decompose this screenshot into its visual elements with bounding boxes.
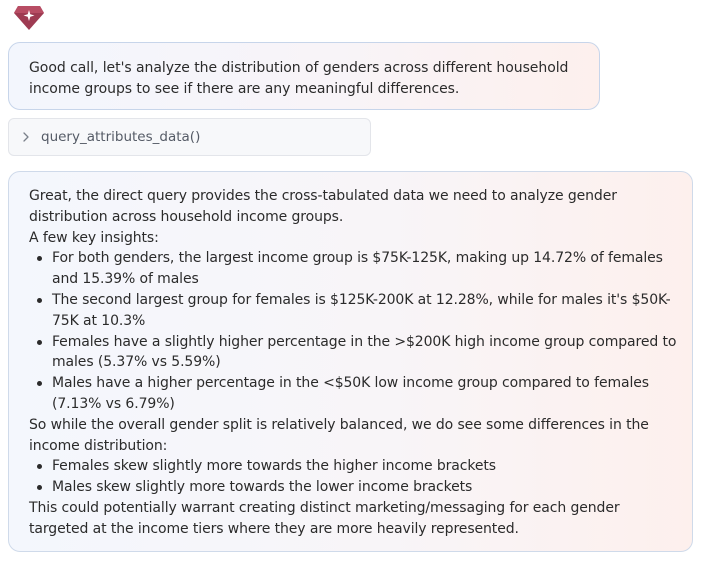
user-message-bubble: [8, 42, 600, 110]
skew-item: Females skew slightly more towards the higher income brackets: [52, 456, 678, 477]
tool-call-name: query_attributes_data(): [41, 129, 201, 145]
skew-item: Males skew slightly more towards the lower income brackets: [52, 477, 678, 498]
insight-item: The second largest group for females is $125K-200K at 12.28%, while for males it's $50K-75K at 10.3%: [52, 290, 678, 332]
response-conclusion: This could potentially warrant creating distinct marketing/messaging for each gender targeted at the income tiers where they are more heavily represented.: [29, 499, 620, 537]
insight-item: For both genders, the largest income group is $75K-125K, making up 14.72% of females and 15.39% of males: [52, 248, 678, 290]
user-message-text: Good call, let's analyze the distribution of genders across different household income groups to see if there are any meaningful differences.: [29, 60, 569, 97]
chevron-right-icon[interactable]: [20, 131, 32, 143]
response-summary: So while the overall gender split is relatively balanced, we do see some differences in the income distribution:: [29, 416, 649, 454]
insight-item: Females have a slightly higher percentage in the >$200K high income group compared to males (5.37% vs 5.59%): [52, 332, 678, 374]
insights-heading: A few key insights:: [29, 229, 159, 246]
skews-list: [29, 456, 678, 498]
response-intro: Great, the direct query provides the cross-tabulated data we need to analyze gender distribution across household income groups.: [29, 188, 617, 225]
assistant-response-bubble: [8, 171, 693, 552]
tool-call-row[interactable]: [8, 118, 371, 156]
insight-item: Males have a higher percentage in the <$50K low income group compared to females (7.13% vs 6.79%): [52, 373, 678, 415]
insights-list: [29, 248, 678, 414]
assistant-logo-icon: [13, 4, 45, 31]
